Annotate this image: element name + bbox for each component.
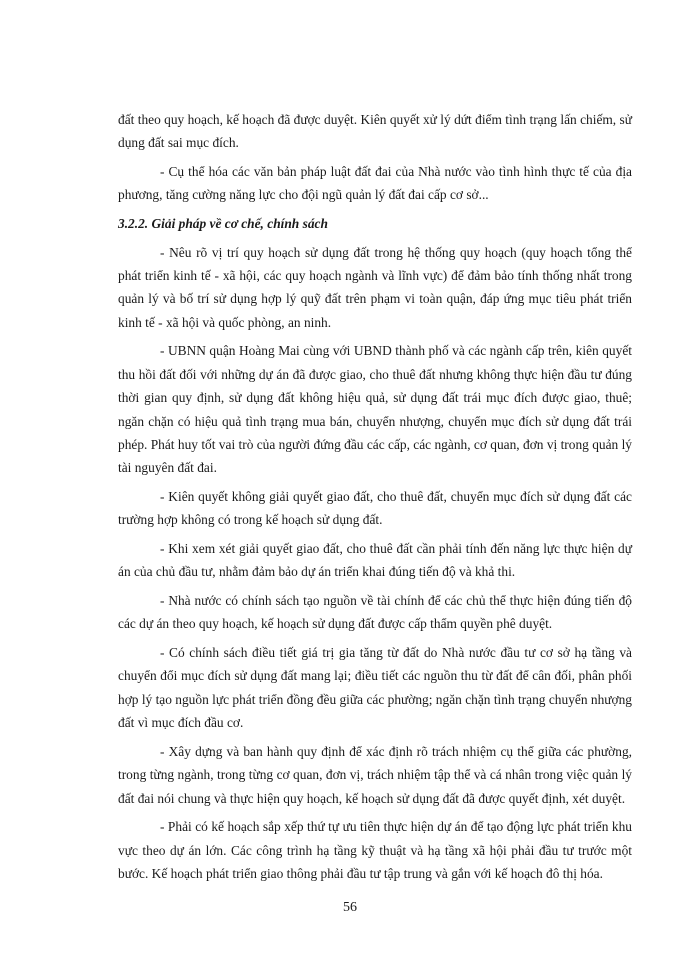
paragraph-bullet: - UBNN quận Hoàng Mai cùng với UBND thành phố và các ngành cấp trên, kiên quyết thu hồi đất đối với những dự án đã được giao, cho thuê đất nhưng không thực hiện đầu tư đúng thời gian quy định, sử dụng đất không hiệu quả, sử dụng đất trái mục đích được giao, thuê; ngăn chặn có hiệu quả tình trạng mua bán, chuyển nhượng, chuyển mục đích sử dụng đất trái phép. Phát huy tốt vai trò của người đứng đầu các cấp, các ngành, cơ quan, đơn vị trong quản lý tài nguyên đất đai. [118,343,632,476]
paragraph-bullet: - Nêu rõ vị trí quy hoạch sử dụng đất trong hệ thống quy hoạch (quy hoạch tổng thể phát triển kinh tế - xã hội, các quy hoạch ngành và lĩnh vực) để đảm bảo tính thống nhất trong quản lý và bố trí sử dụng hợp lý quỹ đất trên phạm vi toàn quận, đáp ứng mục tiêu phát triển kinh tế - xã hội và quốc phòng, an ninh. [118,244,632,330]
page-number: 56 [343,900,357,915]
paragraph-bullet: - Cụ thể hóa các văn bản pháp luật đất đai của Nhà nước vào tình hình thực tế của địa phương, tăng cường năng lực cho đội ngũ quản lý đất đai cấp cơ sở... [118,164,632,203]
paragraph-bullet: - Nhà nước có chính sách tạo nguồn về tài chính để các chủ thể thực hiện đúng tiến độ các dự án theo quy hoạch, kế hoạch sử dụng đất được cấp thẩm quyền phê duyệt. [118,593,632,632]
paragraph-bullet: - Phải có kế hoạch sắp xếp thứ tự ưu tiên thực hiện dự án để tạo động lực phát triển khu vực theo dự án lớn. Các công trình hạ tầng kỹ thuật và hạ tầng xã hội phải đầu tư trước một bước. Kế hoạch phát triển giao thông phải đầu tư tập trung và gắn với kế hoạch đô thị hóa. [118,819,632,882]
paragraph-bullet: - Kiên quyết không giải quyết giao đất, cho thuê đất, chuyển mục đích sử dụng đất các trường hợp không có trong kế hoạch sử dụng đất. [118,489,632,528]
paragraph-bullet: - Có chính sách điều tiết giá trị gia tăng từ đất do Nhà nước đầu tư cơ sở hạ tầng và chuyển đổi mục đích sử dụng đất mang lại; điều tiết các nguồn thu từ đất để cân đối, phân phối hợp lý tạo nguồn lực phát triển đồng đều giữa các phường; ngăn chặn tình trạng chuyển nhượng đất vì mục đích đầu cơ. [118,645,632,731]
paragraph-bullet: - Xây dựng và ban hành quy định để xác định rõ trách nhiệm cụ thể giữa các phường, trong từng ngành, trong từng cơ quan, đơn vị, trách nhiệm tập thể và cá nhân trong việc quản lý đất đai nói chung và thực hiện quy hoạch, kế hoạch sử dụng đất đã được quyết định, xét duyệt. [118,743,632,806]
section-heading: 3.2.2. Giải pháp về cơ chế, chính sách [118,216,328,231]
paragraph-continuation: đất theo quy hoạch, kế hoạch đã được duyệt. Kiên quyết xử lý dứt điểm tình trạng lấn chiếm, sử dụng đất sai mục đích. [118,112,632,151]
paragraph-bullet: - Khi xem xét giải quyết giao đất, cho thuê đất cần phải tính đến năng lực thực hiện dự án của chủ đầu tư, nhằm đảm bảo dự án triển khai đúng tiến độ và khả thi. [118,541,632,580]
document-body [118,108,632,891]
